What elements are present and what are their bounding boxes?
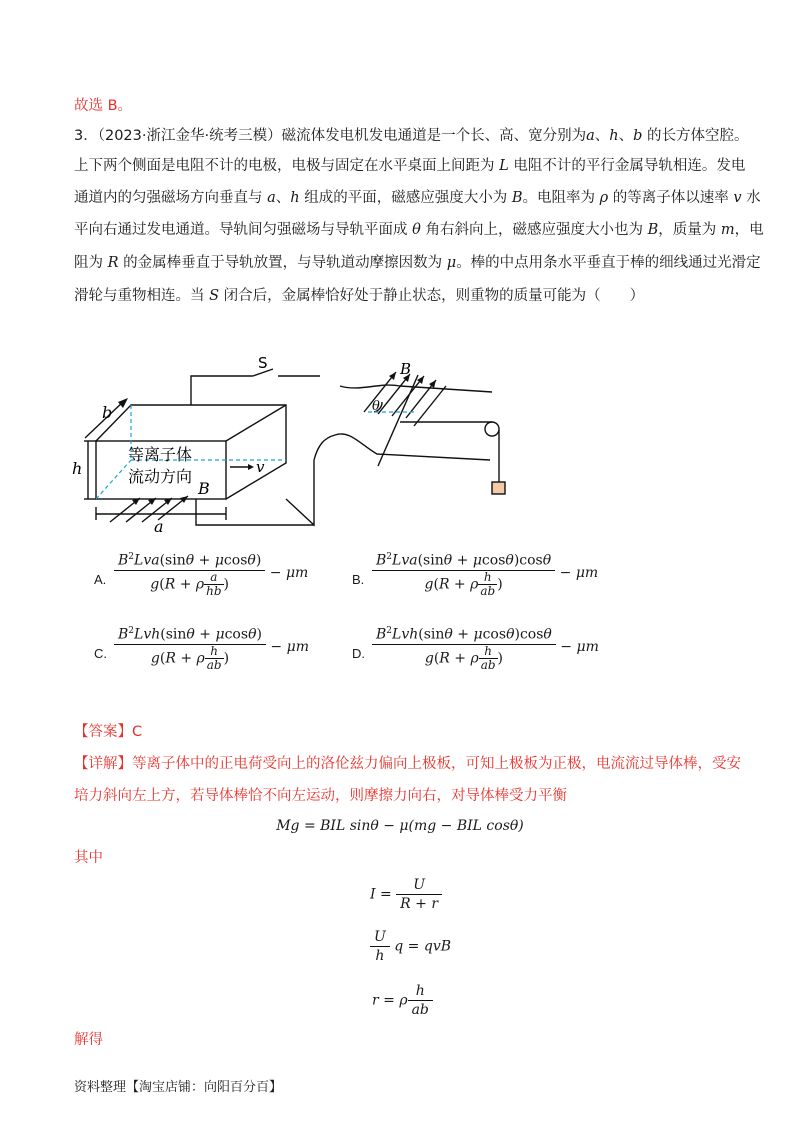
question-source: （2023·浙江金华·统考三模）	[97, 128, 282, 144]
option-b-label: B.	[352, 572, 365, 587]
question-text-4: 平向右通过发电通道。导轨间匀强磁场与导轨平面成	[74, 222, 408, 238]
question-text-6: 滑轮与重物相连。当	[74, 288, 205, 304]
qizhong-label: 其中	[74, 850, 103, 866]
footer-text: 资料整理【淘宝店铺：向阳百分百】	[74, 1080, 283, 1095]
question-line-2: 上下两个侧面是电阻不计的电极，电极与固定在水平桌面上间距为 L 电阻不计的平行金属导轨相连。发电	[74, 158, 746, 174]
option-d-label: D.	[352, 646, 365, 661]
a-dimension-label: a	[154, 517, 164, 536]
option-d-formula: $B^2Lvh(\sin\theta + \mu\cos\theta)\cos\theta$ g(R + ρ $\frac{h}{ab}$ ) − μm	[372, 622, 599, 672]
voltage-equation: $\frac{U}{h}$ q = qvB	[370, 928, 451, 965]
jiede-label: 解得	[74, 1032, 103, 1048]
question-line-1: 3．（2023·浙江金华·统考三模）磁流体发电机发电通道是一个长、高、宽分别为a、h、b 的长方体空腔。	[74, 128, 749, 144]
question-text-5: 阻为	[74, 255, 103, 271]
plasma-label-2: 流动方向	[128, 467, 193, 486]
b-field-label-rail: B	[400, 360, 412, 378]
detail-tag: 【详解】	[74, 756, 132, 772]
current-equation: I = $\frac{U}{R + r}$	[370, 876, 442, 913]
switch-label: S	[258, 354, 268, 372]
theta-label: θ	[372, 399, 380, 414]
question-number: 3．	[74, 128, 98, 144]
h-dimension-label: h	[72, 459, 83, 478]
resistance-equation: r = ρ $\frac{h}{ab}$	[372, 982, 433, 1019]
answer-line: 【答案】C	[74, 724, 143, 740]
question-line-3: 通道内的匀强磁场方向垂直与 a、h 组成的平面，磁感应强度大小为 B。电阻率为 ρ 的等离子体以速率 v 水	[74, 190, 761, 206]
option-a-formula: $B^2Lva(\sin\theta + \mu\cos\theta)$ g(R + ρ $\frac{a}{hb}$ ) − μm	[114, 548, 308, 598]
detail-line-2: 培力斜向左上方，若导体棒恰不向左运动，则摩擦力向右，对导体棒受力平衡	[74, 788, 567, 804]
velocity-label: v	[256, 458, 265, 476]
option-c-label: C.	[94, 646, 107, 661]
question-text-1: 磁流体发电机发电通道是一个长、高、宽分别为	[281, 128, 587, 144]
option-c-formula: $B^2Lvh(\sin\theta + \mu\cos\theta)$ g(R + ρ $\frac{h}{ab}$ ) − μm	[114, 622, 309, 672]
question-line-6: 滑轮与重物相连。当 S 闭合后，金属棒恰好处于静止状态，则重物的质量可能为（ ）	[74, 288, 645, 304]
question-text-3: 通道内的匀强磁场方向垂直与	[74, 190, 263, 206]
circuit-diagram	[60, 350, 520, 540]
force-balance-equation: Mg = BIL sinθ − μ(mg − BIL cosθ)	[276, 818, 524, 834]
detail-text-1: 等离子体中的正电荷受向上的洛伦兹力偏向上极板，可知上极板为正极，电流流过导体棒，受安	[132, 756, 741, 772]
detail-line-1	[74, 754, 741, 774]
question-line-4: 平向右通过发电通道。导轨间匀强磁场与导轨平面成 θ 角右斜向上，磁感应强度大小也为 B，质量为 m，电	[74, 222, 764, 238]
question-line-5: 阻为 R 的金属棒垂直于导轨放置，与导轨道动摩擦因数为 μ。棒的中点用条水平垂直于棒的细线通过光滑定	[74, 255, 761, 271]
b-dimension-label: b	[102, 403, 113, 422]
option-b-formula: $B^2Lva(\sin\theta + \mu\cos\theta)\cos\theta$ g(R + ρ $\frac{h}{ab}$ ) − μm	[372, 548, 598, 598]
previous-answer: 故选 B。	[74, 98, 133, 114]
plasma-label-1: 等离子体	[128, 445, 193, 464]
question-text-2: 上下两个侧面是电阻不计的电极，电极与固定在水平桌面上间距为	[74, 158, 495, 174]
option-a-label: A.	[94, 572, 107, 587]
b-field-label-box: B	[198, 479, 210, 498]
